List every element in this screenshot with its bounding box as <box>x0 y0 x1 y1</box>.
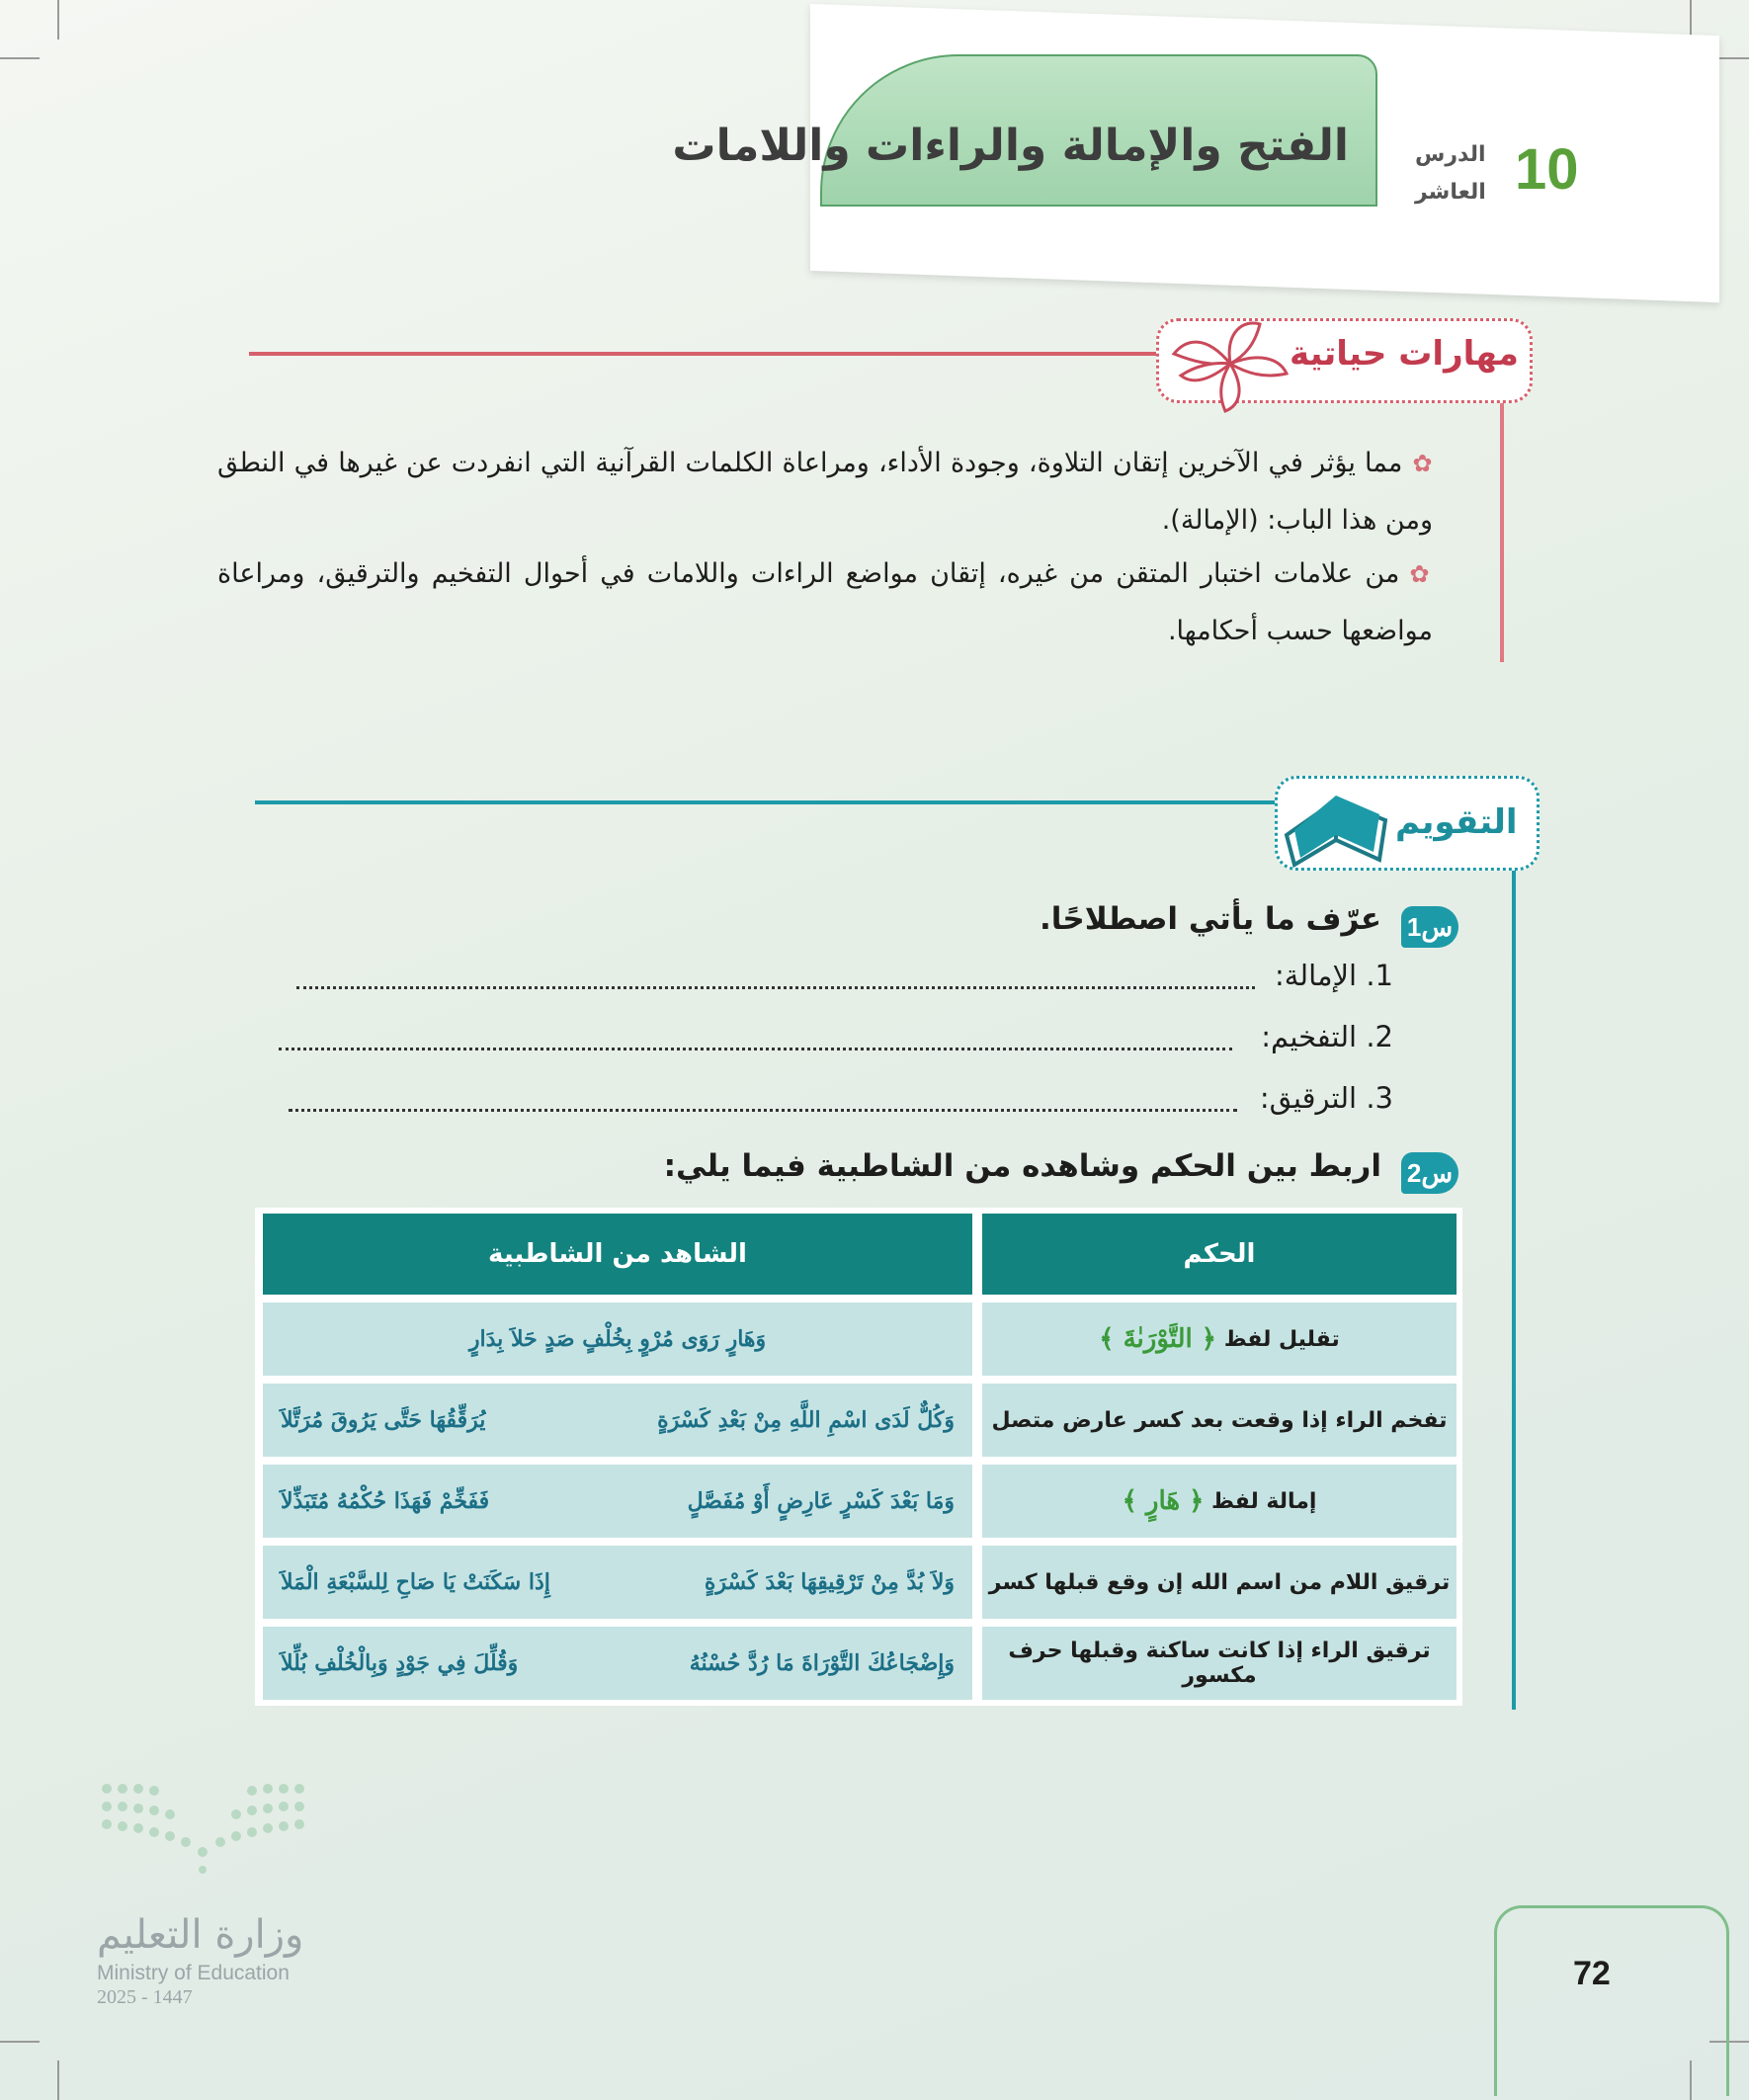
answer-line[interactable] <box>279 1048 1232 1050</box>
table-row <box>261 1384 1457 1457</box>
ministry-name-en: Ministry of Education <box>97 1962 290 1984</box>
lesson-title: الفتح والإمالة والراءات واللامات <box>672 121 1349 171</box>
definition-label: 3. الترقيق: <box>1259 1081 1393 1115</box>
header-evidence: الشاهد من الشاطبية <box>263 1214 972 1295</box>
verse-second-hemistich: يُرَقِّقُهَا حَتَّى يَرُوقَ مُرَتَّلاَ <box>281 1407 486 1433</box>
verse-second-hemistich: وَقُلِّلَ فِي جَوْدٍ وَبِالْخُلْفِ بُلِّلاَ <box>281 1650 519 1676</box>
evidence-cell <box>263 1546 972 1619</box>
question-text: اربط بين الحكم وشاهده من الشاطبية فيما يلي: <box>663 1148 1381 1184</box>
quran-word: ﴿ التَّوْرَىٰةَ ﴾ <box>1099 1324 1217 1354</box>
answer-line[interactable] <box>289 1109 1237 1112</box>
skill-item <box>217 435 1433 549</box>
verse-second-hemistich: إِذَا سَكَنَتْ يَا صَاحِ لِلسَّبْعَةِ الْمَلاَ <box>281 1569 550 1595</box>
flower-bullet-icon: ✿ <box>1409 560 1434 588</box>
rule-cell: ترقيق الراء إذا كانت ساكنة وقبلها حرف مكسور <box>982 1627 1457 1700</box>
verse-first-hemistich: وَإِضْجَاعُكَ التَّوْرَاةَ مَا رُدَّ حُسْنُهُ <box>689 1650 955 1676</box>
evidence-cell <box>263 1302 972 1376</box>
verse-first-hemistich: وَكُلٌّ لَدَى اسْمِ اللَّهِ مِنْ بَعْدِ كَسْرَةٍ <box>657 1407 955 1433</box>
page-number: 72 <box>1573 1955 1611 1992</box>
table-header-row <box>261 1214 1457 1295</box>
flower-bullet-icon: ✿ <box>1412 450 1434 477</box>
table-row <box>261 1302 1457 1376</box>
skill-item <box>217 546 1433 660</box>
ministry-name-ar: وزارة التعليم <box>97 1912 304 1958</box>
definition-label: 2. التفخيم: <box>1261 1020 1393 1053</box>
crop-mark <box>57 2060 59 2100</box>
question-badge: س2 <box>1401 1152 1458 1194</box>
lesson-ordinal: العاشر <box>1415 180 1486 205</box>
evaluation-side-rule <box>1512 860 1516 1710</box>
skills-rule <box>249 352 1178 356</box>
book-icon <box>1277 781 1395 870</box>
skill-text: مما يؤثر في الآخرين إتقان التلاوة، وجودة الأداء، ومراعاة الكلمات القرآنية التي انفردت عن غيرها في النطق ومن هذا الباب: (الإمالة). <box>217 448 1433 536</box>
table-row <box>261 1465 1457 1538</box>
evidence-cell <box>263 1465 972 1538</box>
evaluation-rule <box>255 800 1283 804</box>
page-number-box <box>1494 1905 1729 2096</box>
evaluation-title: التقويم <box>1395 802 1518 842</box>
question-badge: س1 <box>1401 906 1458 948</box>
table-row <box>261 1627 1457 1700</box>
verse-first-hemistich: وَلاَ بُدَّ مِنْ تَرْقِيقِهَا بَعْدَ كَسْرَةٍ <box>704 1569 955 1595</box>
definition-label: 1. الإمالة: <box>1274 959 1393 992</box>
verse-first-hemistich: وَمَا بَعْدَ كَسْرٍ عَارِضٍ أَوْ مُفَصَّلٍ <box>687 1488 955 1514</box>
question-text: عرّف ما يأتي اصطلاحًا. <box>1039 901 1381 937</box>
quran-word: ﴿ هَارٍ ﴾ <box>1122 1486 1205 1516</box>
rule-cell: ترقيق اللام من اسم الله إن وقع قبلها كسر <box>982 1546 1457 1619</box>
flower-icon <box>1166 314 1294 413</box>
evidence-cell <box>263 1627 972 1700</box>
lesson-number: 10 <box>1515 137 1579 202</box>
crop-mark <box>0 2041 40 2043</box>
header-rule: الحكم <box>982 1214 1457 1295</box>
lesson-label: الدرس <box>1415 142 1486 167</box>
rule-text: إمالة لفظ <box>1211 1488 1317 1514</box>
table-row <box>261 1546 1457 1619</box>
skills-title: مهارات حياتية <box>1290 334 1519 374</box>
rule-cell <box>982 1465 1457 1538</box>
verse-text: وَهَارٍ رَوَى مُرْوٍ بِخُلْفٍ صَدٍ حَلاَ بِدَارٍ <box>468 1326 767 1352</box>
rule-text: تقليل لفظ <box>1223 1326 1340 1352</box>
rule-cell <box>982 1302 1457 1376</box>
edition-year: 2025 - 1447 <box>97 1986 193 2008</box>
rule-cell: تفخم الراء إذا وقعت بعد كسر عارض متصل <box>982 1384 1457 1457</box>
crop-mark <box>1690 0 1692 40</box>
crop-mark <box>57 0 59 40</box>
verse-second-hemistich: فَفَخِّمْ فَهَذَا حُكْمُهُ مُتَبَذِّلاَ <box>281 1488 490 1514</box>
crop-mark <box>0 57 40 59</box>
rules-table <box>255 1208 1462 1706</box>
evidence-cell <box>263 1384 972 1457</box>
ministry-logo-icon <box>97 1779 309 1897</box>
skill-text: من علامات اختبار المتقن من غيره، إتقان مواضع الراءات واللامات في أحوال التفخيم والترقيق، ومراعاة مواضعها حسب أحكامها. <box>217 558 1433 646</box>
answer-line[interactable] <box>296 986 1255 989</box>
skills-side-rule <box>1500 395 1504 662</box>
